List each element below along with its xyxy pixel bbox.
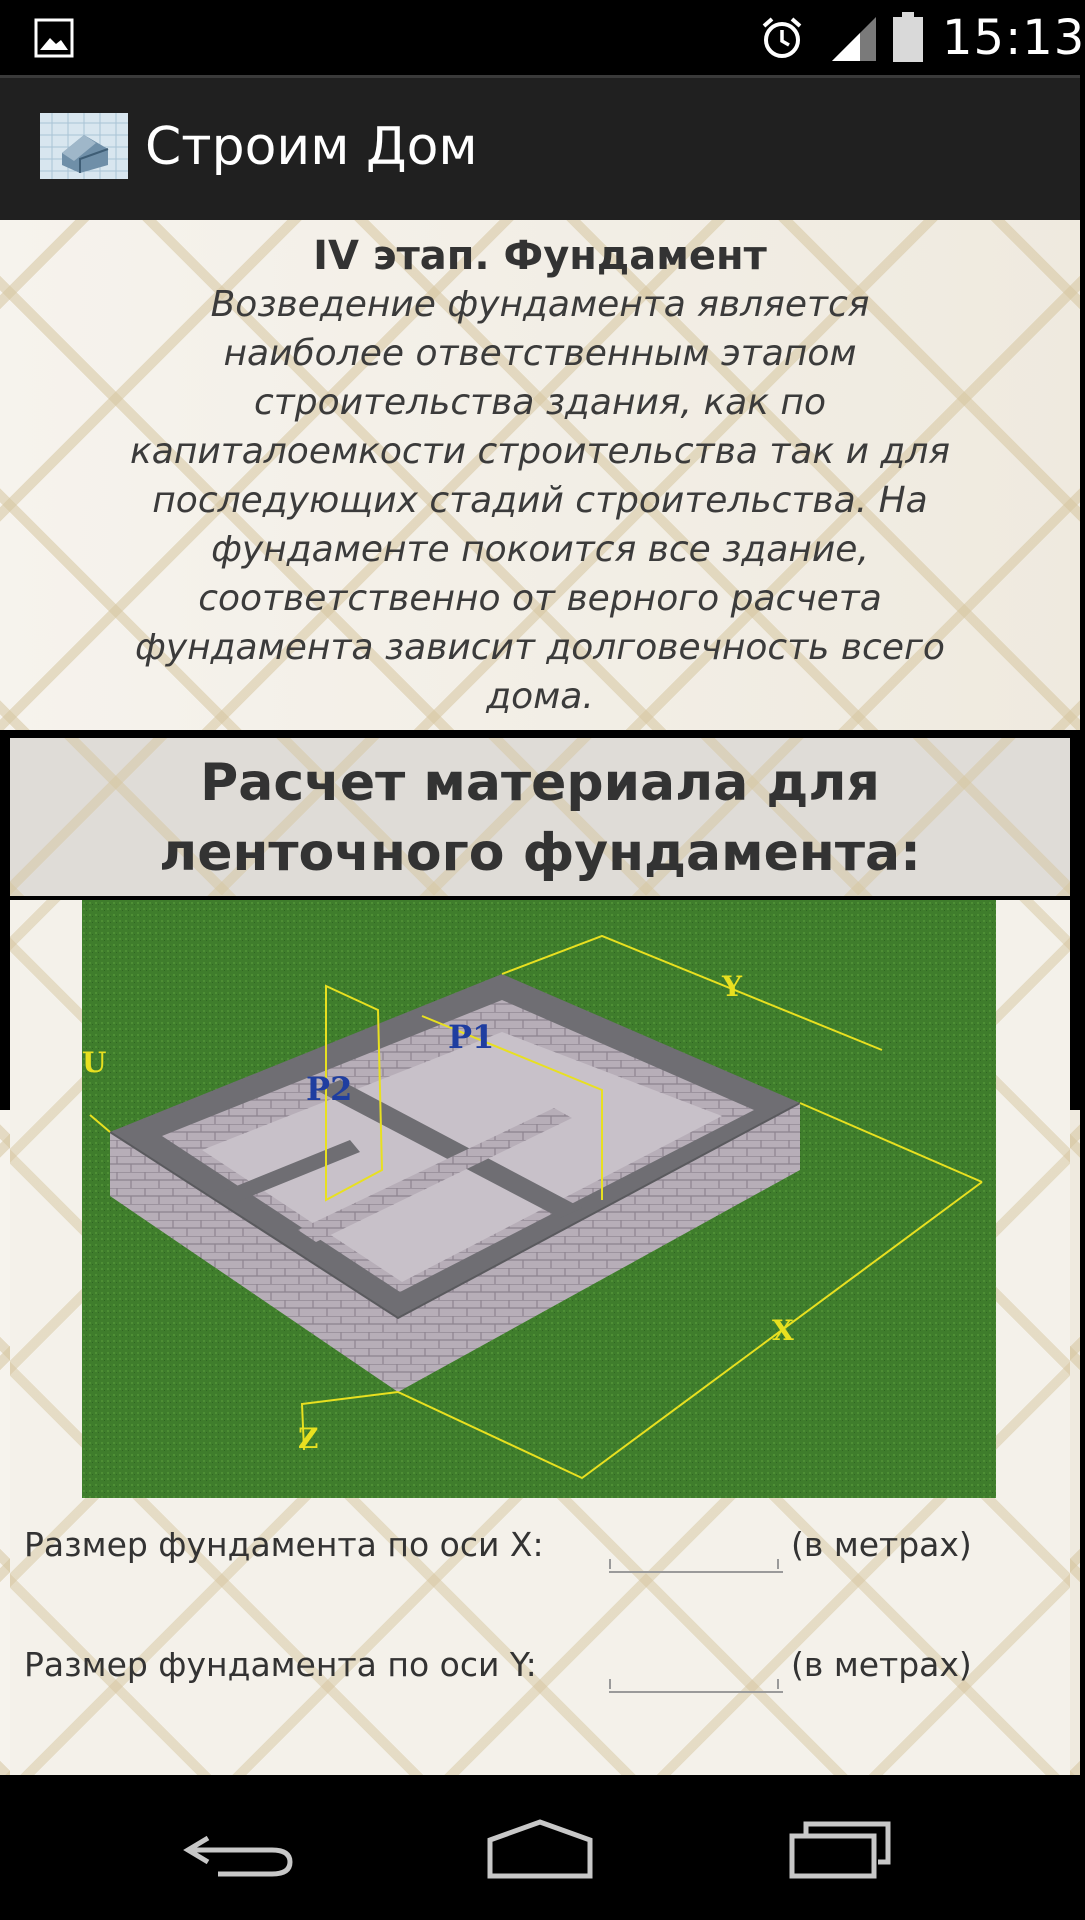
action-bar xyxy=(0,75,1080,220)
home-icon[interactable] xyxy=(480,1810,600,1890)
calc-title-line2: ленточного фундамента: xyxy=(159,823,921,883)
input-underline-right xyxy=(777,1559,779,1569)
stage-intro-text: Возведение фундамента является наиболее ответственным этапом строительства здания, как по капиталоемкости строительства так и для последующих стадий строительства. На фундаменте покоится все здание, соответственно от верного расчета фундамента зависит долговечность всего дома. xyxy=(130,284,950,717)
diagram-label-u: U xyxy=(82,1046,107,1079)
form-row-x xyxy=(24,1515,1064,1585)
recents-icon[interactable] xyxy=(780,1810,900,1890)
diagram-label-p2: P2 xyxy=(306,1070,353,1108)
field-unit-x: (в метрах) xyxy=(791,1525,972,1564)
image-icon xyxy=(34,18,74,58)
calc-title-line1: Расчет материала для xyxy=(200,753,880,813)
form-panel xyxy=(10,900,1070,1800)
app-logo-icon[interactable] xyxy=(40,113,128,179)
form-row-y xyxy=(24,1635,1064,1705)
content-scroll[interactable] xyxy=(0,220,1080,1775)
diagram-label-z: Z xyxy=(298,1422,319,1455)
input-underline-left xyxy=(609,1679,611,1689)
diagram-label-y: Y xyxy=(722,970,742,1003)
stage-title: IV этап. Фундамент xyxy=(313,233,767,279)
status-bar xyxy=(0,0,1085,75)
alarm-icon xyxy=(758,14,806,62)
input-underline-right xyxy=(777,1679,779,1689)
app-title: Строим Дом xyxy=(145,117,478,177)
battery-icon xyxy=(893,12,923,62)
field-unit-y: (в метрах) xyxy=(791,1645,972,1684)
input-underline-left xyxy=(609,1559,611,1569)
calc-title xyxy=(10,748,1070,888)
field-label-x: Размер фундамента по оси X: xyxy=(24,1525,544,1564)
field-label-y: Размер фундамента по оси Y: xyxy=(24,1645,537,1684)
diagram-label-p1: P1 xyxy=(448,1018,495,1056)
size-y-input[interactable] xyxy=(609,1647,783,1693)
diagram-label-x: X xyxy=(772,1314,794,1347)
navigation-bar xyxy=(0,1775,1080,1920)
calc-header xyxy=(10,738,1070,896)
back-icon[interactable] xyxy=(180,1810,300,1890)
foundation-diagram xyxy=(82,900,996,1498)
clock: 15:13 xyxy=(942,10,1085,66)
signal-icon xyxy=(830,15,878,61)
size-x-input[interactable] xyxy=(609,1527,783,1573)
